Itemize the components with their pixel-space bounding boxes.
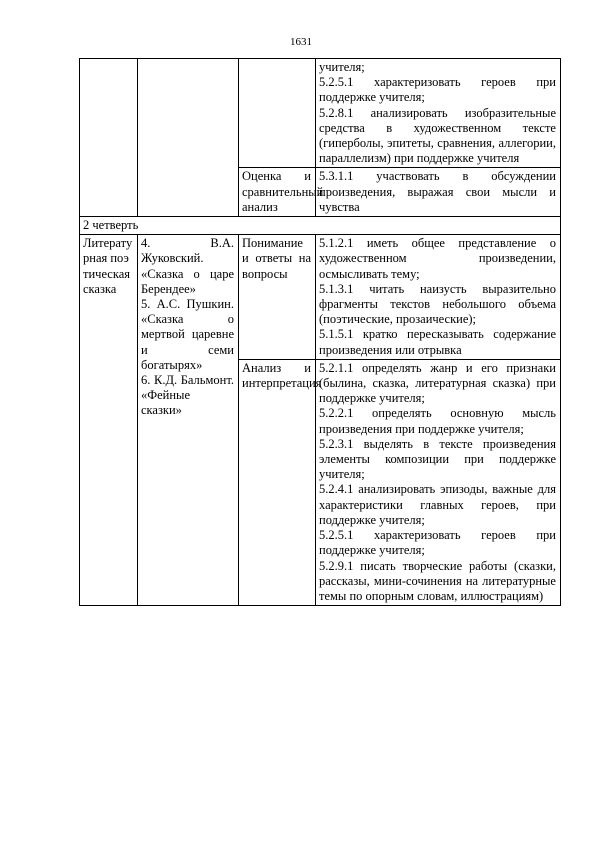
- goal-item: учителя;: [319, 60, 365, 74]
- goals-cell: [316, 359, 561, 605]
- goal-item: 5.2.9.1 писать творческие работы (сказки, рассказы, мини-сочинения на литературные темы по опорным словам, иллюстрациям): [319, 558, 556, 603]
- goal-item: 5.1.5.1 кратко пересказывать содержание произведения или отрывка: [319, 327, 556, 357]
- goals-cell: [316, 235, 561, 360]
- skill-cell: Понимание и ответы на вопросы: [239, 235, 316, 360]
- goal-item: 5.2.3.1 выделять в тексте произведения элементы композиции при поддержке учителя;: [319, 436, 556, 482]
- work-item: 4. В.А. Жуковский. «Сказка о царе Берендее»: [141, 236, 234, 296]
- goal-item: 5.2.5.1 характеризовать героев при поддержке учителя;: [319, 528, 556, 558]
- goal-item: 5.2.4.1 анализировать эпизоды, важные для характеристики главных героев, при поддержке учителя;: [319, 482, 556, 527]
- skill-cell: Оценка и сравнительный анализ: [239, 168, 316, 217]
- quarter-heading: 2 четверть: [80, 217, 561, 235]
- curriculum-table: [79, 58, 561, 606]
- goal-item: 5.1.2.1 иметь общее представление о художественном произведении, осмысливать тему;: [319, 236, 556, 281]
- work-item: 5. А.С. Пушкин. «Сказка о мертвой царевне и семи богатырях»: [141, 297, 234, 372]
- goal-item: 5.2.5.1 характеризовать героев при поддержке учителя;: [319, 75, 556, 105]
- table-row-understanding: [80, 235, 561, 360]
- goal-item: 5.2.2.1 определять основную мысль произведения при поддержке учителя;: [319, 406, 556, 436]
- table-row-continuation: [80, 59, 561, 168]
- goals-cell: [316, 59, 561, 168]
- works-cell: [138, 59, 239, 217]
- goal-item: 5.3.1.1 участвовать в обсуждении произведения, выражая свои мысли и чувства: [319, 169, 556, 214]
- section-cell: [80, 59, 138, 217]
- goal-item: 5.2.8.1 анализировать изобразительные средства в художественном тексте (гиперболы, эпитеты, сравнения, аллегории, параллелизм) при поддержке учителя: [319, 105, 556, 166]
- goals-cell: [316, 168, 561, 217]
- works-cell: [138, 235, 239, 606]
- goal-item: 5.2.1.1 определять жанр и его признаки (былина, сказка, литературная сказка) при поддержке учителя;: [319, 360, 556, 406]
- section-cell: Литературная поэтическая сказка: [80, 235, 138, 606]
- page-number: 1631: [290, 36, 312, 48]
- work-item: 6. К.Д. Бальмонт. «Фейные сказки»: [141, 373, 234, 418]
- skill-cell: Анализ и интерпретация: [239, 359, 316, 605]
- quarter-row: [80, 217, 561, 235]
- skill-cell: [239, 59, 316, 168]
- goal-item: 5.1.3.1 читать наизусть выразительно фрагменты текстов небольшого объема (поэтические, прозаические);: [319, 281, 556, 327]
